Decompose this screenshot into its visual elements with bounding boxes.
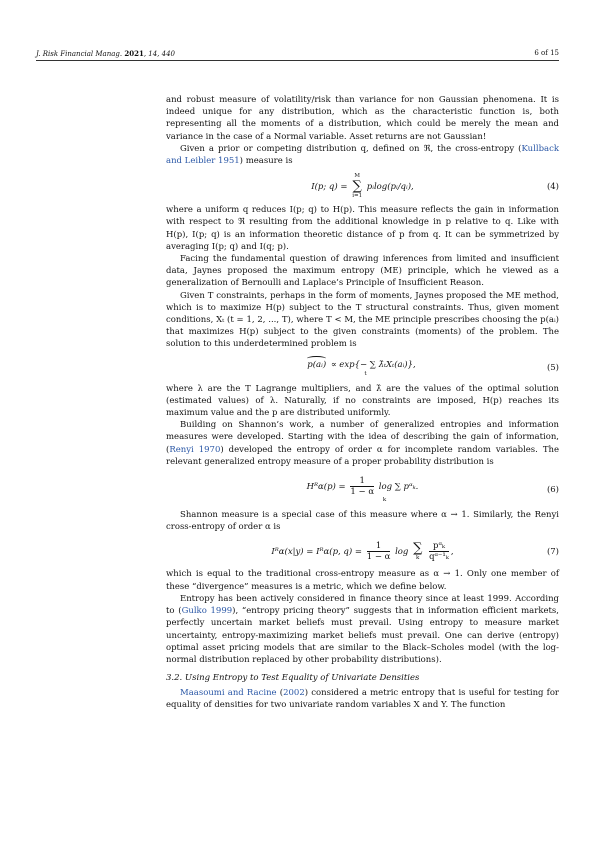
paragraph: which is equal to the traditional cross-entropy measure as α → 1. Only one member of these “divergence” measures is a metric, which we define below. (166, 569, 559, 592)
paragraph: Given a prior or competing distribution q, defined on ℜ, the cross-entropy (Kullback and Leibler 1951) measure is (166, 143, 559, 167)
citation-link[interactable]: 2002 (283, 688, 305, 699)
paragraph: Entropy has been actively considered in finance theory since at least 1999. According to (Gulko 1999), “entropy pricing theory” suggests that in information efficient markets, perfectly uncertain market beliefs must prevail. Using entropy to measure market uncertainty, entropy-maximizing market beliefs must prevail. One can derive (entropy) optimal asset pricing models that are similar to the Black–Scholes model (with the log-normal distribution replaced by other probability distributions). (166, 593, 559, 665)
equation-number: (4) (546, 181, 559, 192)
equation-number: (6) (546, 484, 559, 495)
running-header-journal: J. Risk Financial Manag. 2021, 14, 440 (36, 49, 175, 58)
main-content (166, 94, 559, 712)
citation-link[interactable]: Gulko 1999 (181, 606, 233, 617)
equation-7: Iᴿα(x|y) = Iᴿα(p, q) = $\frac{1}{1 - \alpha}$ log ∑ k $\frac{\text{pᵅₖ}}{\text{qᵅ⁻¹ₖ}}$ , (7) (271, 540, 559, 563)
paragraph: where a uniform q reduces I(p; q) to H(p). This measure reflects the gain in information with respect to ℜ resulting from the additional knowledge in p relative to q. Like with H(p), I(p; q) is an information theoretic distance of p from q. It can be symmetrized by averaging I(p; q) and I(q; p). (166, 205, 559, 252)
equation-number: (5) (546, 362, 559, 373)
citation-link[interactable]: Renyi 1970 (169, 444, 221, 455)
equation-5: p(aᵢ) ∝ exp{− ∑ λ̂ₜXₜ(aᵢ)}, (5) t (307, 359, 559, 377)
paragraph: Given T constraints, perhaps in the form of moments, Jaynes proposed the ME method, which is to maximize H(p) subject to the T structural constraints. Thus, given moment conditions, Xₜ (t = 1, 2, ..., T), where T < M, the ME principle prescribes choosing the p(aᵢ) that maximizes H(p) subject to the given constraints (moments) of the problem. The solution to this underdetermined problem is (166, 290, 559, 350)
page-number: 6 of 15 (534, 49, 559, 57)
equation-4: I(p; q) = M ∑ i=1 pᵢlog(pᵢ/qᵢ), (4) (311, 173, 559, 200)
paragraph: where λ are the T Lagrange multipliers, and λ̂ are the values of the optimal solution (estimated values) of λ. Naturally, if no constraints are imposed, H(p) reaches its maximum value and the p are distributed uniformly. (166, 383, 559, 419)
paragraph: and robust measure of volatility/risk than variance for non Gaussian phenomena. It is indeed unique for any distribution, which as the characteristic function is, both representing all the moments of a distribution, which could be merely the mean and variance in the case of a Normal variable. Asset returns are not Gaussian! (166, 95, 559, 142)
paragraph: Facing the fundamental question of drawing inferences from limited and insufficient data, Jaynes proposed the maximum entropy (ME) principle, which he viewed as a generalization of Bernoulli and Laplace’s Principle of Insufficient Reason. (166, 254, 559, 289)
paragraph: Building on Shannon’s work, a number of generalized entropies and information measures were developed. Starting with the idea of describing the gain of information, (Renyi 1970) developed the entropy of order α for incomplete random variables. The relevant generalized entropy measure of a proper probability distribution is (166, 420, 559, 467)
citation-link[interactable]: Maasoumi and Racine (180, 688, 277, 699)
citation-link[interactable]: Kullback and Leibler 1951 (166, 143, 559, 167)
section-heading: 3.2. Using Entropy to Test Equality of Univariate Densities (166, 673, 420, 684)
equation-number: (7) (546, 546, 559, 557)
paragraph: Shannon measure is a special case of this measure where α → 1. Similarly, the Renyi cross-entropy of order α is (166, 510, 559, 533)
equation-6: Hᴿα(p) = $\frac{1}{1 - \alpha}$ log ∑ pᵅₖ. (6) k (306, 476, 559, 504)
paragraph: Maasoumi and Racine (2002) considered a metric entropy that is useful for testing for equality of densities for two univariate random variables X and Y. The function (166, 688, 559, 711)
header-rule (36, 60, 559, 61)
